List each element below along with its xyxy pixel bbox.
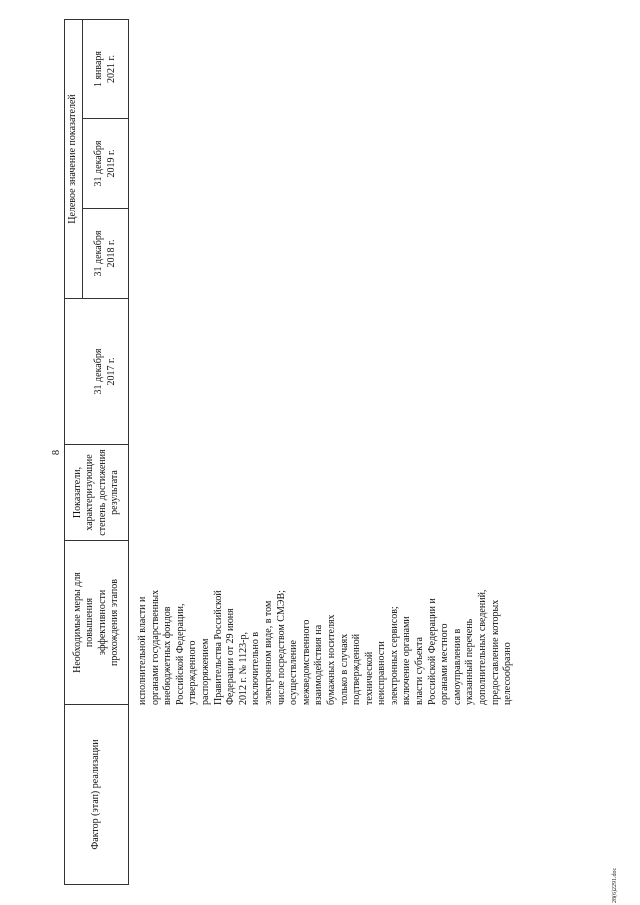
header-date-2018: 31 декабря 2018 г. [93,230,117,277]
measures-line: осуществление [288,640,300,705]
measures-line: 2012 г. № 1123-р, [237,632,249,705]
document-id: 28(6)2291.doc [612,867,618,903]
header-date-2017: 31 декабря 2017 г. [93,348,117,395]
measures-line: власти субъекта [414,637,426,705]
measures-line: электронных сервисов; [388,606,400,705]
measures-line: органами государственных [149,589,161,705]
measures-line: Федерации от 29 июня [225,608,237,705]
header-measures: Необходимые меры для повышения эффективности прохождения этапов [71,572,120,673]
measures-line: исключительно в [250,631,262,705]
measures-line: предоставление которых [489,599,501,705]
measures-line: Правительства Российской [212,590,224,705]
measures-line: самоуправления в [451,628,463,705]
measures-line: числе посредством СМЭВ; [275,590,287,705]
measures-line: неисправности [376,641,388,705]
col-divider-1 [64,884,129,885]
measures-line: Российской Федерации и [426,598,438,705]
measures-line: межведомственного [300,619,312,705]
header-targets: Целевое значение показателей [67,94,79,224]
measures-line: подтвержденной [351,633,363,705]
table-header-bottom-border [128,19,129,885]
measures-line: электронном виде, в том [262,600,274,705]
measures-line: технической [363,651,375,705]
measures-text [137,535,515,705]
measures-line: бумажных носителях [325,614,337,705]
measures-line: взаимодействия на [313,624,325,705]
header-indicators: Показатели, характеризующие степень достижения результата [71,449,120,536]
page-number: 8 [51,449,62,456]
measures-line: дополнительных сведений, [477,589,489,705]
header-factor: Фактор (этап) реализации [90,739,102,850]
measures-line: утвержденного [187,640,199,705]
measures-line: указанный перечень [464,618,476,705]
measures-line: включение органами [401,616,413,705]
header-date-2019: 31 декабря 2019 г. [93,140,117,187]
measures-line: внебюджетных фондов [162,606,174,705]
measures-line: Российской Федерации, [174,603,186,705]
header-date-2021: 1 января 2021 г. [93,50,117,88]
measures-line: распоряжением [199,638,211,705]
measures-line: органами местного [439,623,451,705]
measures-line: исполнительной власти и [137,596,148,705]
measures-line: целесообразно [502,642,514,705]
measures-line: только в случаях [338,633,350,705]
